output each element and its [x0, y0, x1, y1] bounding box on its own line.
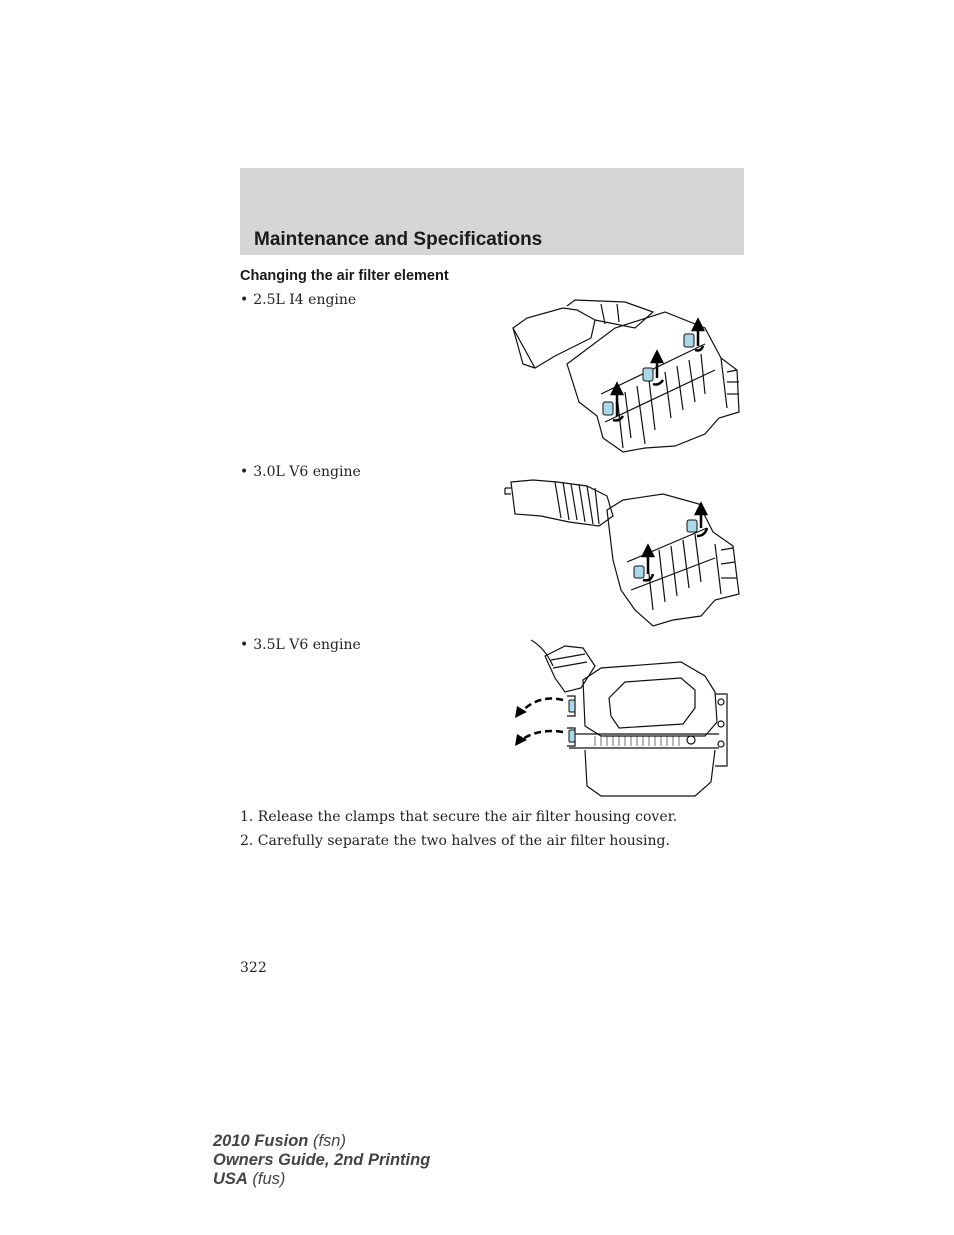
footer-guide-edition: Owners Guide, 2nd Printing	[213, 1151, 431, 1169]
air-filter-illustration-30l	[503, 470, 743, 630]
section-heading: Changing the air filter element	[240, 268, 449, 284]
engine-bullet-25l	[240, 292, 356, 308]
page-number: 322	[240, 960, 267, 976]
engine-label: 3.0L V6 engine	[253, 464, 361, 480]
page-title: Maintenance and Specifications	[254, 229, 543, 250]
footer-model: 2010 Fusion	[213, 1132, 309, 1150]
engine-bullet-30l	[240, 464, 361, 480]
document-footer	[213, 1132, 430, 1189]
engine-bullet-35l	[240, 637, 361, 653]
footer-line-1	[213, 1132, 430, 1151]
engine-label: 3.5L V6 engine	[253, 637, 361, 653]
footer-market: USA	[213, 1170, 248, 1188]
footer-line-3	[213, 1170, 430, 1189]
instruction-step-1: 1. Release the clamps that secure the air filter housing cover.	[240, 809, 678, 825]
engine-label: 2.5L I4 engine	[253, 292, 357, 308]
footer-line-2	[213, 1151, 430, 1170]
footer-market-code: (fus)	[247, 1170, 286, 1188]
bullet-marker: •	[240, 292, 249, 308]
section-header-band	[240, 168, 744, 255]
footer-model-code: (fsn)	[308, 1132, 346, 1150]
bullet-marker: •	[240, 637, 249, 653]
bullet-marker: •	[240, 464, 249, 480]
instruction-step-2: 2. Carefully separate the two halves of the air filter housing.	[240, 833, 670, 849]
air-filter-illustration-35l	[505, 636, 745, 800]
air-filter-illustration-25l	[505, 298, 745, 458]
